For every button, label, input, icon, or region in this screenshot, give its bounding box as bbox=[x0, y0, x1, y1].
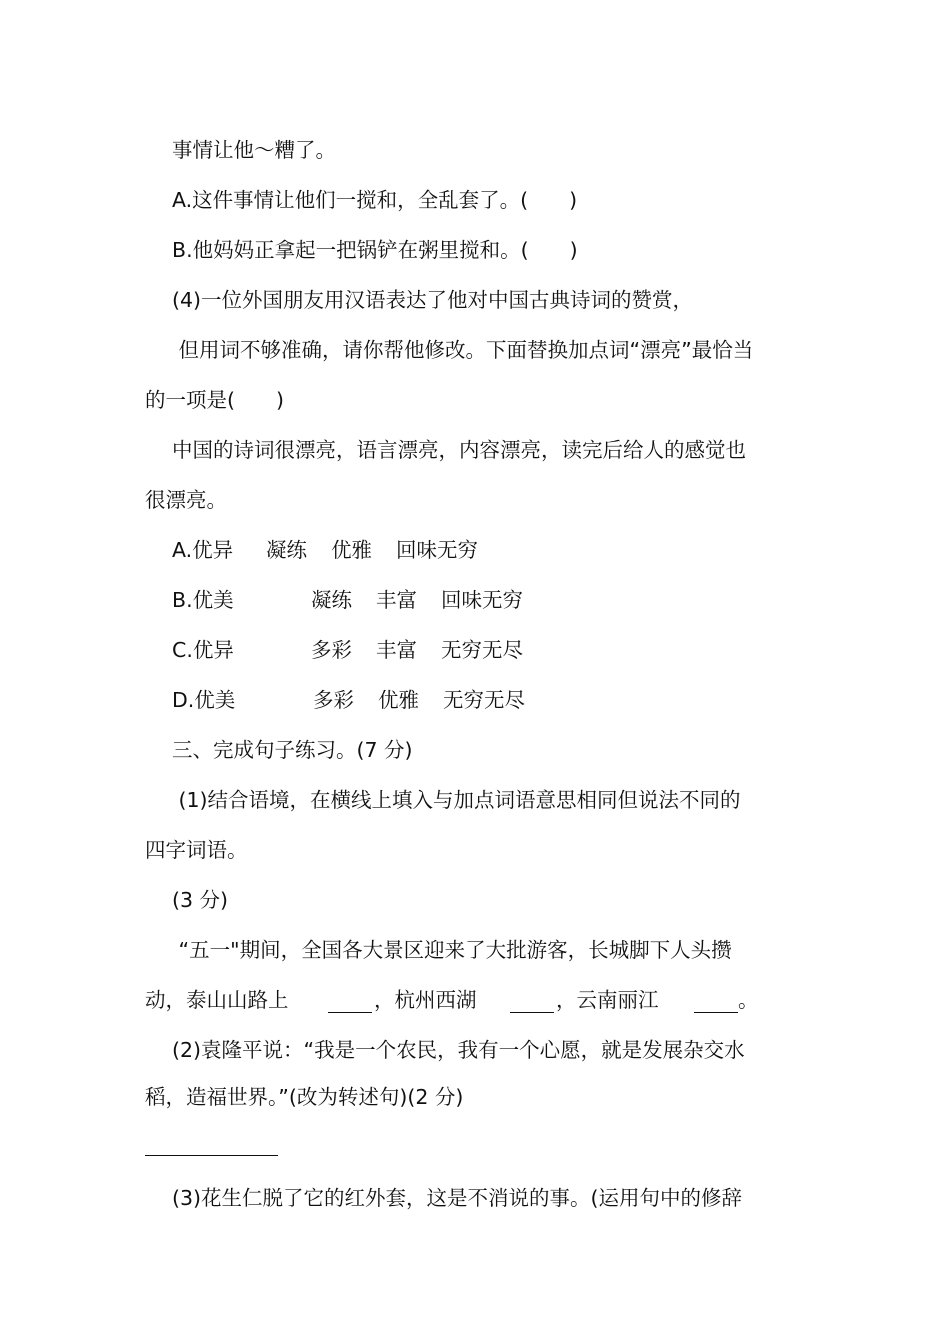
question-1: (1)结合语境，在横线上填入与加点词语意思相同但说法不同的 bbox=[172, 788, 741, 812]
text-segment: ，云南丽江 bbox=[556, 988, 659, 1012]
text-line: 四字词语。 bbox=[145, 838, 248, 862]
section-heading: 三、完成句子练习。(7 分) bbox=[172, 738, 413, 762]
blank-field[interactable] bbox=[694, 994, 738, 1013]
blank-field[interactable] bbox=[328, 994, 372, 1013]
option-word: 回味无穷 bbox=[441, 588, 523, 612]
option-word: 凝练 bbox=[311, 588, 352, 612]
option-a-text: A.这件事情让他们一搅和，全乱套了。( ) bbox=[172, 188, 578, 212]
text-line: 事情让他～糟了。 bbox=[172, 138, 336, 162]
question-3: (3)花生仁脱了它的红外套，这是不消说的事。(运用句中的修辞 bbox=[172, 1186, 743, 1210]
option-word: 优雅 bbox=[378, 688, 419, 712]
option-word: 丰富 bbox=[376, 588, 417, 612]
text-line: 但用词不够准确，请你帮他修改。下面替换加点词“漂亮”最恰当 bbox=[172, 338, 754, 362]
text-line: 很漂亮。 bbox=[145, 488, 227, 512]
option-label: C.优异 bbox=[172, 638, 234, 662]
text-segment: 动，泰山山路上 bbox=[145, 988, 289, 1012]
answer-line[interactable] bbox=[145, 1155, 278, 1156]
option-label: D.优美 bbox=[172, 688, 236, 712]
option-word: 凝练 bbox=[266, 538, 307, 562]
text-segment: ，杭州西湖 bbox=[374, 988, 477, 1012]
option-word: 无穷无尽 bbox=[441, 638, 523, 662]
option-b-text: B.他妈妈正拿起一把锅铲在粥里搅和。( ) bbox=[172, 238, 578, 262]
option-word: 丰富 bbox=[376, 638, 417, 662]
text-line: 稻，造福世界。”(改为转述句)(2 分) bbox=[145, 1085, 464, 1109]
blank-field[interactable] bbox=[510, 994, 554, 1013]
question-2: (2)袁隆平说：“我是一个农民，我有一个心愿，就是发展杂交水 bbox=[172, 1038, 745, 1062]
option-word: 优雅 bbox=[331, 538, 372, 562]
score-note: (3 分) bbox=[172, 888, 229, 912]
option-label: B.优美 bbox=[172, 588, 234, 612]
text-line: 的一项是( ) bbox=[145, 388, 284, 412]
text-line: “五一"期间，全国各大景区迎来了大批游客，长城脚下人头攒 bbox=[172, 938, 732, 962]
text-segment: 。 bbox=[738, 988, 759, 1012]
text-line: 中国的诗词很漂亮，语言漂亮，内容漂亮，读完后给人的感觉也 bbox=[172, 438, 746, 462]
option-word: 无穷无尽 bbox=[443, 688, 525, 712]
question-4: (4)一位外国朋友用汉语表达了他对中国古典诗词的赞赏， bbox=[172, 288, 694, 312]
option-word: 回味无穷 bbox=[396, 538, 478, 562]
option-word: 多彩 bbox=[311, 638, 352, 662]
option-word: 多彩 bbox=[313, 688, 354, 712]
option-label: A.优异 bbox=[172, 538, 234, 562]
